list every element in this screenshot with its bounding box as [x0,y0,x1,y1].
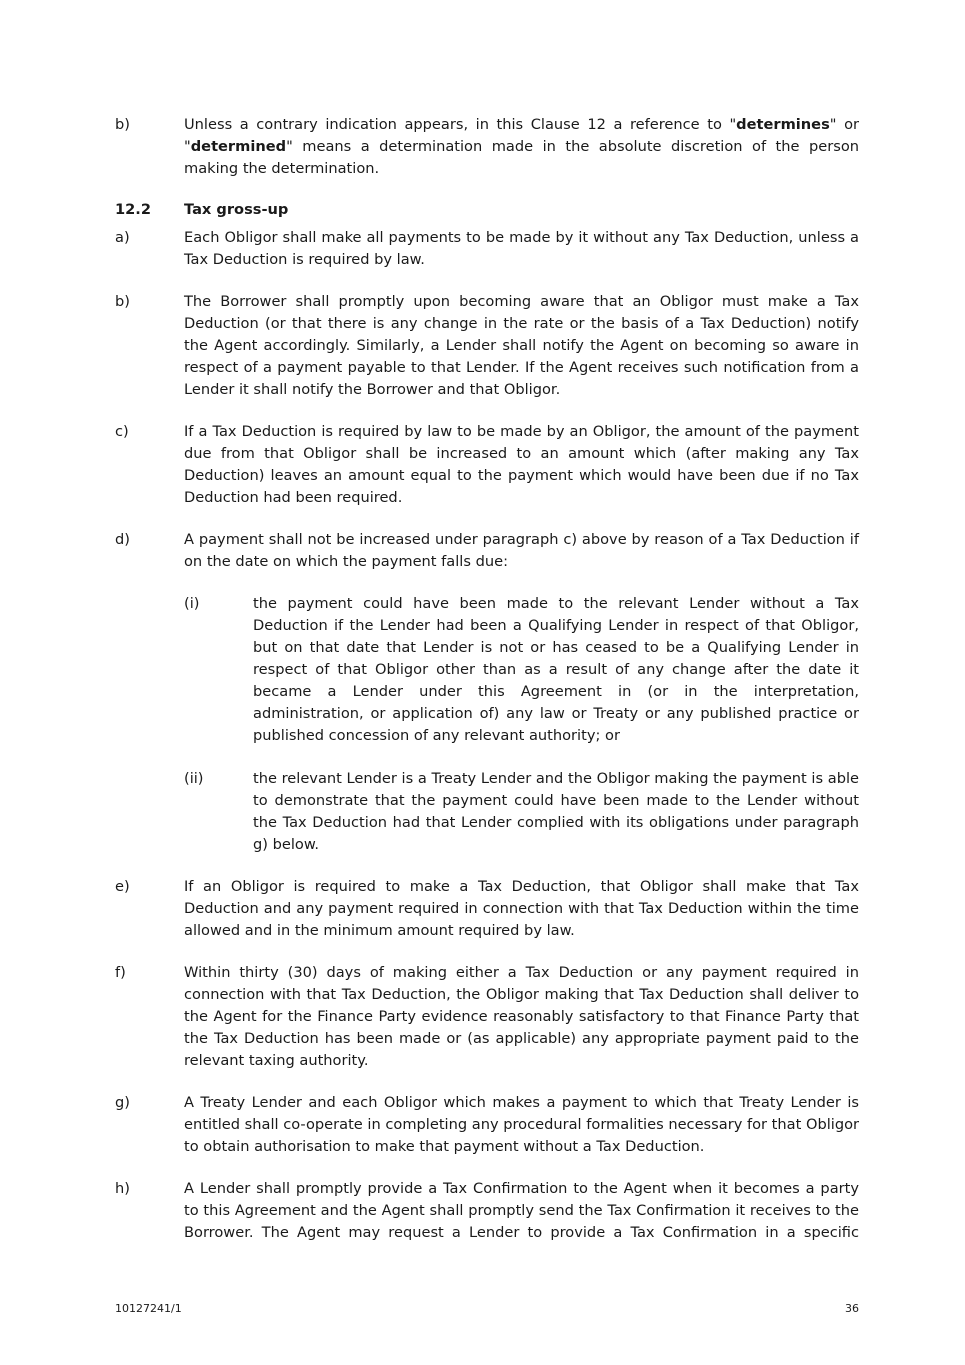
paragraph-text: A Lender shall promptly provide a Tax Confirmation to the Agent when it becomes a party to this Agreement and the Agent shall promptly send the Tax Confirmation it receives to the Borrower. The Agent may request a Lender to provide a Tax Confirmation in a specific [184,1180,859,1241]
paragraph-text: Unless a contrary indication appears, in this Clause 12 a reference to "determines" or "determined" means a determination made in the absolute discretion of the person making the determination. [184,116,859,177]
clause-paragraph-a [115,227,859,271]
paragraph-label: a) [115,229,130,246]
clause-paragraph-g [115,1092,859,1158]
footer-document-reference: 10127241/1 [115,1302,182,1315]
clause-paragraph-d [115,529,859,573]
paragraph-text: A payment shall not be increased under paragraph c) above by reason of a Tax Deduction if on the date on which the payment falls due: [184,531,859,570]
paragraph-label: b) [115,116,130,133]
paragraph-label: g) [115,1094,130,1111]
paragraph-text: If an Obligor is required to make a Tax Deduction, that Obligor shall make that Tax Deduction and any payment required in connection with that Tax Deduction within the time allowed and in the minimum amount required by law. [184,878,859,939]
subparagraph-text: the payment could have been made to the relevant Lender without a Tax Deduction if the Lender had been a Qualifying Lender in respect of that Obligor, but on that date that Lender is not or has ceased to be a Qualifying Lender in respect of that Obligor other than as a result of any change after the date it became a Lender under this Agreement in (or in the interpretation, administration, or application of) any law or Treaty or any published practice or published concession of any relevant authority; or [253,595,859,744]
paragraph-label: c) [115,423,129,440]
defined-term-determined: determined [190,138,287,155]
clause-paragraph-b [115,291,859,401]
clause-paragraph-b-intro [115,114,859,180]
clause-paragraph-c [115,421,859,509]
paragraph-label: b) [115,293,130,310]
section-title: Tax gross-up [184,201,289,218]
clause-paragraph-h [115,1178,859,1244]
paragraph-text: Within thirty (30) days of making either a Tax Deduction or any payment required in connection with that Tax Deduction, the Obligor making that Tax Deduction shall deliver to the Agent for the Finance Party evidence reasonably satisfactory to that Finance Party that the Tax Deduction has been made or (as applicable) any appropriate payment paid to the relevant taxing authority. [184,964,859,1069]
paragraph-label: h) [115,1180,130,1197]
subparagraph-label: (ii) [184,770,204,787]
clause-paragraph-f [115,962,859,1072]
paragraph-text: Each Obligor shall make all payments to be made by it without any Tax Deduction, unless a Tax Deduction is required by law. [184,229,859,268]
paragraph-label: d) [115,531,130,548]
defined-term-determines: determines [736,116,830,133]
subparagraph-text: the relevant Lender is a Treaty Lender and the Obligor making the payment is able to demonstrate that the payment could have been made to the Lender without the Tax Deduction had that Lender complied with its obligations under paragraph g) below. [253,770,859,853]
paragraph-label: e) [115,878,130,895]
paragraph-text: The Borrower shall promptly upon becoming aware that an Obligor must make a Tax Deduction (or that there is any change in the rate or the basis of a Tax Deduction) notify the Agent accordingly. Similarly, a Lender shall notify the Agent on becoming so aware in respect of a payment payable to that Lender. If the Agent receives such notification from a Lender it shall notify the Borrower and that Obligor. [184,293,859,398]
paragraph-label: f) [115,964,126,981]
clause-subparagraph-d-i [184,593,859,747]
section-number: 12.2 [115,201,152,218]
paragraph-text: A Treaty Lender and each Obligor which makes a payment to which that Treaty Lender is entitled shall co-operate in completing any procedural formalities necessary for that Obligor to obtain authorisation to make that payment without a Tax Deduction. [184,1094,860,1155]
footer-page-number: 36 [845,1302,859,1315]
subparagraph-label: (i) [184,595,200,612]
clause-subparagraph-d-ii [184,768,859,856]
clause-paragraph-e [115,876,859,942]
paragraph-text: If a Tax Deduction is required by law to be made by an Obligor, the amount of the payment due from that Obligor shall be increased to an amount which (after making any Tax Deduction) leaves an amount equal to the payment which would have been due if no Tax Deduction had been required. [184,423,859,506]
